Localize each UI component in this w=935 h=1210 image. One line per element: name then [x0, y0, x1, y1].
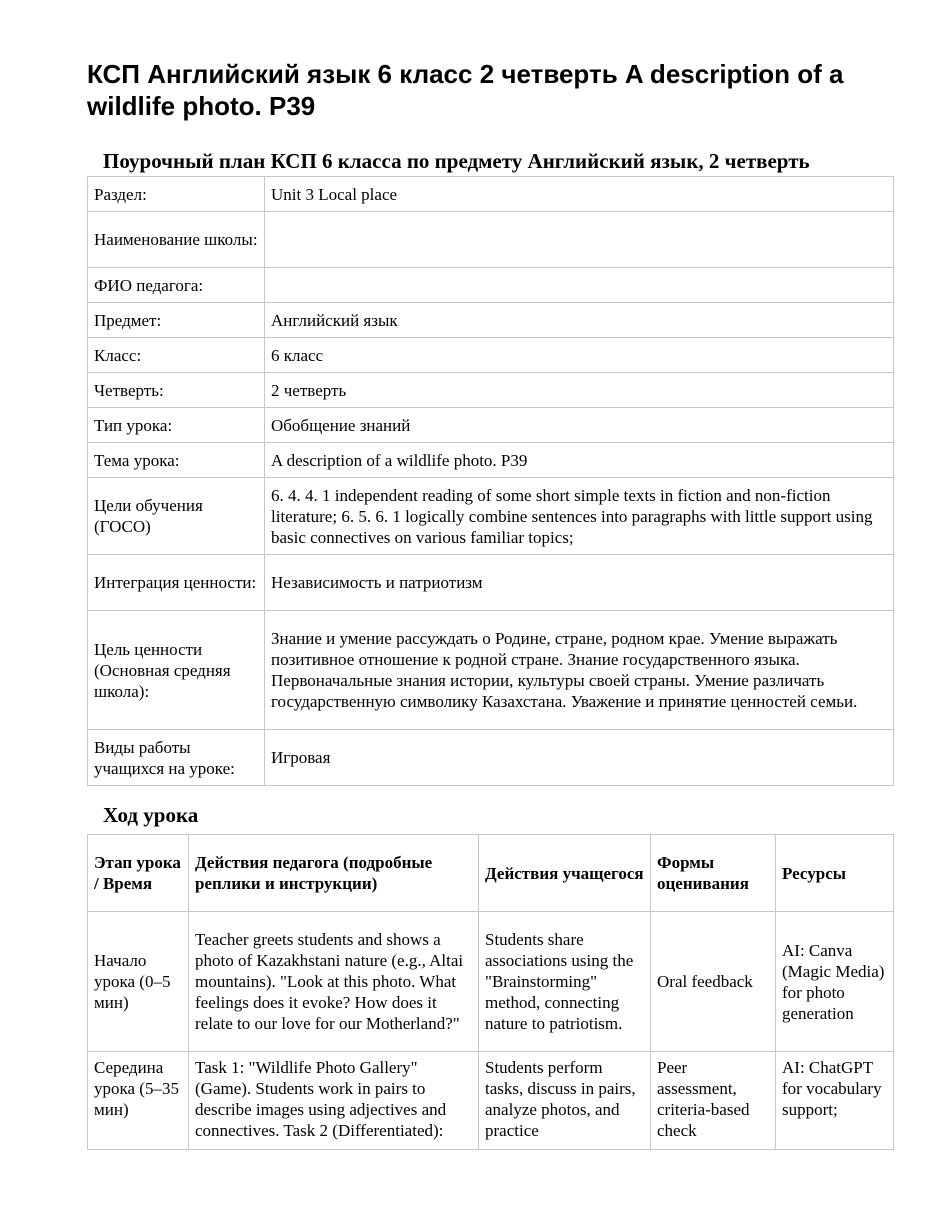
info-label: Интеграция ценности: — [88, 555, 265, 611]
table-row — [88, 443, 894, 478]
stage-cell: Середина урока (5–35 мин) — [88, 1052, 189, 1150]
info-value: Игровая — [265, 730, 894, 786]
plan-heading: Поурочный план КСП 6 класса по предмету Английский язык, 2 четверть — [103, 149, 810, 173]
table-row — [88, 1052, 894, 1150]
info-label: Тема урока: — [88, 443, 265, 478]
assessment-cell: Oral feedback — [651, 912, 776, 1052]
lesson-flow-table — [87, 834, 894, 1150]
stage-cell: Начало урока (0–5 мин) — [88, 912, 189, 1052]
teacher-actions-cell: Task 1: "Wildlife Photo Gallery" (Game). Students work in pairs to describe images using adjectives and connectives. Task 2 (Differentiated): — [189, 1052, 479, 1150]
lesson-heading: Ход урока — [103, 803, 199, 827]
column-header: Формы оценивания — [651, 835, 776, 912]
table-row — [88, 177, 894, 212]
info-value — [265, 268, 894, 303]
resources-cell: AI: ChatGPT for vocabulary support; — [776, 1052, 894, 1150]
info-value: 2 четверть — [265, 373, 894, 408]
info-label: Раздел: — [88, 177, 265, 212]
table-row — [88, 730, 894, 786]
table-row — [88, 268, 894, 303]
info-value: Обобщение знаний — [265, 408, 894, 443]
table-row — [88, 373, 894, 408]
table-row — [88, 478, 894, 555]
table-row — [88, 338, 894, 373]
lesson-info-table — [87, 176, 894, 786]
table-row — [88, 912, 894, 1052]
column-header: Действия учащегося — [479, 835, 651, 912]
info-value: 6. 4. 4. 1 independent reading of some short simple texts in fiction and non-fiction literature; 6. 5. 6. 1 logically combine sentences into paragraphs with little support using basic connectives on various familiar topics; — [265, 478, 894, 555]
info-label: Четверть: — [88, 373, 265, 408]
info-value: Знание и умение рассуждать о Родине, стране, родном крае. Умение выражать позитивное отношение к родной стране. Знание государственного языка. Первоначальные знания истории, культуры своей страны. Умение различать государственную символику Казахстана. Уважение и принятие ценностей семьи. — [265, 611, 894, 730]
table-row — [88, 212, 894, 268]
info-label: Виды работы учащихся на уроке: — [88, 730, 265, 786]
info-value: Unit 3 Local place — [265, 177, 894, 212]
table-header-row — [88, 835, 894, 912]
student-actions-cell: Students perform tasks, discuss in pairs, analyze photos, and practice — [479, 1052, 651, 1150]
column-header: Ресурсы — [776, 835, 894, 912]
info-label: Цель ценности (Основная средняя школа): — [88, 611, 265, 730]
table-row — [88, 611, 894, 730]
resources-cell: AI: Canva (Magic Media) for photo generation — [776, 912, 894, 1052]
info-label: Наименование школы: — [88, 212, 265, 268]
info-label: Класс: — [88, 338, 265, 373]
student-actions-cell: Students share associations using the "Brainstorming" method, connecting nature to patriotism. — [479, 912, 651, 1052]
table-row — [88, 303, 894, 338]
column-header: Этап урока / Время — [88, 835, 189, 912]
info-label: Предмет: — [88, 303, 265, 338]
page-title: КСП Английский язык 6 класс 2 четверть A description of a wildlife photo. P39 — [87, 59, 844, 121]
info-value: A description of a wildlife photo. P39 — [265, 443, 894, 478]
info-label: ФИО педагога: — [88, 268, 265, 303]
info-value: Английский язык — [265, 303, 894, 338]
info-label: Тип урока: — [88, 408, 265, 443]
info-value: 6 класс — [265, 338, 894, 373]
table-row — [88, 408, 894, 443]
column-header: Действия педагога (подробные реплики и инструкции) — [189, 835, 479, 912]
assessment-cell: Peer assessment, criteria-based check — [651, 1052, 776, 1150]
info-value — [265, 212, 894, 268]
info-value: Независимость и патриотизм — [265, 555, 894, 611]
info-label: Цели обучения (ГОСО) — [88, 478, 265, 555]
document-page — [87, 0, 893, 1150]
teacher-actions-cell: Teacher greets students and shows a photo of Kazakhstani nature (e.g., Altai mountains). "Look at this photo. What feelings does it evoke? How does it relate to our love for our Motherland?" — [189, 912, 479, 1052]
table-row — [88, 555, 894, 611]
